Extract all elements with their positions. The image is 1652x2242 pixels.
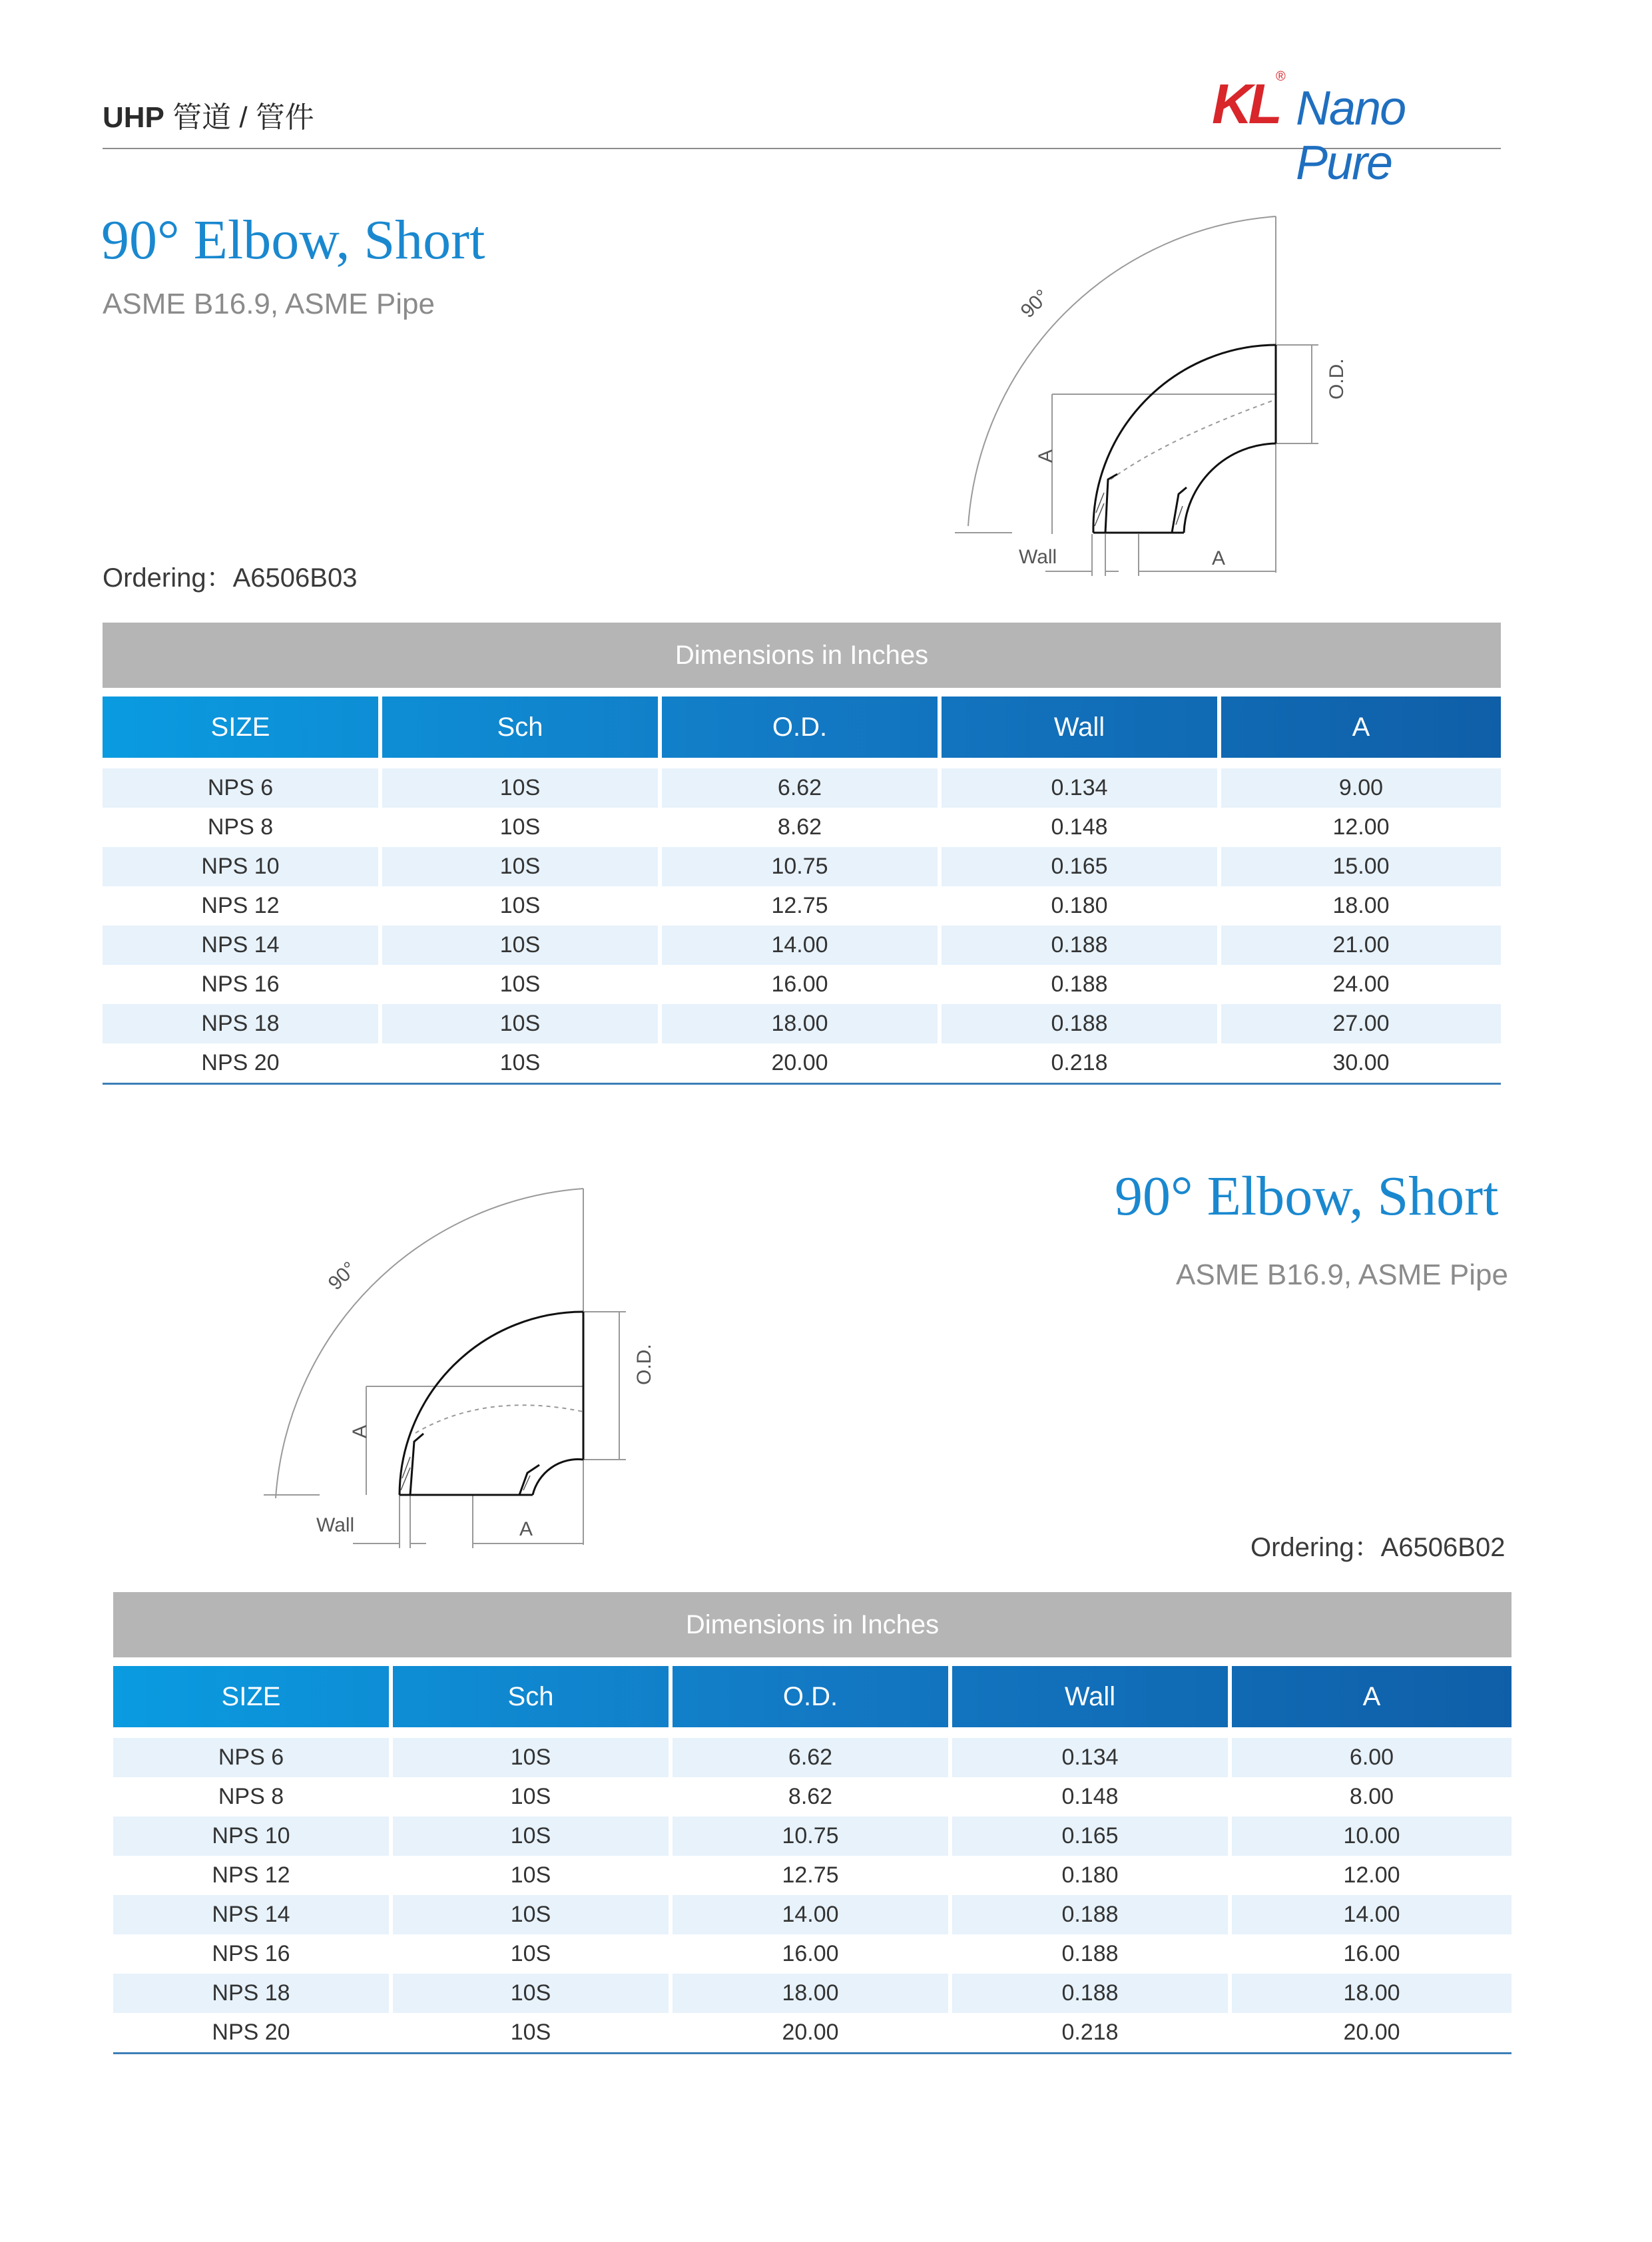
a-cell: 8.00	[1232, 1777, 1512, 1817]
wall-cell: 0.188	[952, 1974, 1232, 2013]
wall-cell: 0.180	[952, 1856, 1232, 1895]
size-cell: NPS 10	[103, 847, 382, 886]
wall-cell: 0.180	[942, 886, 1221, 926]
section-1-elbow-diagram	[946, 200, 1348, 593]
col-sch: Sch	[393, 1666, 673, 1727]
wall-label: Wall	[1019, 546, 1057, 568]
a-cell: 30.00	[1221, 1043, 1501, 1083]
col-size: SIZE	[113, 1666, 393, 1727]
wall-cell: 0.218	[942, 1043, 1221, 1083]
section-1-table-caption: Dimensions in Inches	[103, 623, 1501, 688]
a-cell: 6.00	[1232, 1738, 1512, 1777]
sch-cell: 10S	[382, 808, 662, 847]
sch-cell: 10S	[393, 1777, 673, 1817]
size-cell: NPS 6	[103, 768, 382, 808]
od-cell: 18.00	[662, 1004, 942, 1043]
table-row	[103, 1043, 1501, 1083]
a-cell: 21.00	[1221, 926, 1501, 965]
od-cell: 16.00	[673, 1934, 952, 1974]
size-cell: NPS 20	[113, 2013, 393, 2052]
size-cell: NPS 16	[113, 1934, 393, 1974]
size-cell: NPS 8	[103, 808, 382, 847]
col-sch: Sch	[382, 697, 662, 758]
od-cell: 14.00	[673, 1895, 952, 1934]
table-row	[113, 1777, 1512, 1817]
section-1-subtitle: ASME B16.9, ASME Pipe	[103, 288, 435, 320]
size-cell: NPS 14	[113, 1895, 393, 1934]
sch-cell: 10S	[393, 1738, 673, 1777]
section-2-title: 90° Elbow, Short	[1115, 1165, 1499, 1227]
section-1-table-bottom-rule	[103, 1083, 1501, 1085]
section-2-table-body	[113, 1738, 1512, 2052]
category-rest: 管道 / 管件	[164, 101, 314, 134]
size-cell: NPS 12	[103, 886, 382, 926]
sch-cell: 10S	[382, 965, 662, 1004]
a-vertical-label: A	[1035, 449, 1057, 463]
sch-cell: 10S	[382, 926, 662, 965]
size-cell: NPS 16	[103, 965, 382, 1004]
section-1-title: 90° Elbow, Short	[101, 209, 485, 271]
od-cell: 8.62	[673, 1777, 952, 1817]
sch-cell: 10S	[393, 1974, 673, 2013]
a-cell: 27.00	[1221, 1004, 1501, 1043]
a-cell: 10.00	[1232, 1817, 1512, 1856]
table-row	[103, 1004, 1501, 1043]
section-2-table-caption: Dimensions in Inches	[113, 1592, 1512, 1657]
od-cell: 12.75	[662, 886, 942, 926]
a-cell: 24.00	[1221, 965, 1501, 1004]
table-row	[113, 1738, 1512, 1777]
table-row	[103, 847, 1501, 886]
wall-cell: 0.188	[952, 1895, 1232, 1934]
wall-cell: 0.188	[942, 926, 1221, 965]
wall-cell: 0.134	[942, 768, 1221, 808]
table-row	[103, 965, 1501, 1004]
table-row	[113, 1895, 1512, 1934]
col-wall: Wall	[952, 1666, 1232, 1727]
brand-logo	[1212, 67, 1505, 190]
od-cell: 12.75	[673, 1856, 952, 1895]
section-2-column-header	[113, 1666, 1512, 1727]
sch-cell: 10S	[382, 1004, 662, 1043]
table-row	[113, 2013, 1512, 2052]
wall-cell: 0.148	[952, 1777, 1232, 1817]
sch-cell: 10S	[393, 1934, 673, 1974]
size-cell: NPS 12	[113, 1856, 393, 1895]
sch-cell: 10S	[393, 1817, 673, 1856]
od-cell: 20.00	[662, 1043, 942, 1083]
table-row	[103, 926, 1501, 965]
wall-cell: 0.148	[942, 808, 1221, 847]
section-1-column-header	[103, 697, 1501, 758]
od-cell: 20.00	[673, 2013, 952, 2052]
a-cell: 9.00	[1221, 768, 1501, 808]
category-bold: UHP	[103, 101, 164, 134]
section-2-elbow-diagram	[266, 1172, 666, 1565]
a-vertical-label: A	[349, 1424, 371, 1438]
od-cell: 16.00	[662, 965, 942, 1004]
sch-cell: 10S	[382, 768, 662, 808]
a-horizontal-label: A	[1212, 547, 1226, 569]
wall-cell: 0.188	[942, 1004, 1221, 1043]
table-row	[113, 1856, 1512, 1895]
table-row	[103, 886, 1501, 926]
od-label: O.D.	[633, 1344, 655, 1385]
od-cell: 18.00	[673, 1974, 952, 2013]
header-divider	[103, 148, 1501, 149]
a-cell: 12.00	[1232, 1856, 1512, 1895]
od-cell: 6.62	[673, 1738, 952, 1777]
section-2-table-bottom-rule	[113, 2052, 1512, 2054]
table-row	[113, 1817, 1512, 1856]
size-cell: NPS 14	[103, 926, 382, 965]
col-a: A	[1352, 712, 1370, 742]
sch-cell: 10S	[393, 1895, 673, 1934]
wall-cell: 0.218	[952, 2013, 1232, 2052]
section-1-table-body	[103, 768, 1501, 1083]
sch-cell: 10S	[382, 886, 662, 926]
angle-label: 90°	[324, 1257, 362, 1295]
angle-label: 90°	[1016, 285, 1054, 323]
a-horizontal-label: A	[519, 1518, 533, 1540]
a-cell: 20.00	[1232, 2013, 1512, 2052]
col-od: O.D.	[662, 697, 942, 758]
size-cell: NPS 20	[103, 1043, 382, 1083]
a-cell: 18.00	[1232, 1974, 1512, 2013]
od-cell: 10.75	[662, 847, 942, 886]
section-2-subtitle: ASME B16.9, ASME Pipe	[1176, 1259, 1508, 1291]
table-row	[113, 1974, 1512, 2013]
a-cell: 16.00	[1232, 1934, 1512, 1974]
od-label: O.D.	[1326, 358, 1348, 400]
a-cell: 14.00	[1232, 1895, 1512, 1934]
wall-cell: 0.188	[942, 965, 1221, 1004]
col-a: A	[1362, 1681, 1381, 1711]
wall-label: Wall	[316, 1514, 355, 1536]
sch-cell: 10S	[393, 1856, 673, 1895]
size-cell: NPS 10	[113, 1817, 393, 1856]
size-cell: NPS 18	[113, 1974, 393, 2013]
catalog-category	[103, 93, 314, 136]
table-row	[103, 768, 1501, 808]
wall-cell: 0.188	[952, 1934, 1232, 1974]
col-wall: Wall	[942, 697, 1221, 758]
logo-mark: KL	[1212, 73, 1278, 135]
col-od: O.D.	[673, 1666, 952, 1727]
od-cell: 6.62	[662, 768, 942, 808]
registered-mark: ®	[1276, 69, 1286, 84]
section-1-ordering: Ordering：A6506B03	[103, 563, 358, 593]
logo-text: Nano Pure	[1296, 82, 1406, 190]
sch-cell: 10S	[393, 2013, 673, 2052]
wall-cell: 0.165	[952, 1817, 1232, 1856]
sch-cell: 10S	[382, 847, 662, 886]
size-cell: NPS 6	[113, 1738, 393, 1777]
col-size: SIZE	[103, 697, 382, 758]
od-cell: 8.62	[662, 808, 942, 847]
od-cell: 14.00	[662, 926, 942, 965]
wall-cell: 0.165	[942, 847, 1221, 886]
sch-cell: 10S	[382, 1043, 662, 1083]
a-cell: 18.00	[1221, 886, 1501, 926]
a-cell: 12.00	[1221, 808, 1501, 847]
size-cell: NPS 8	[113, 1777, 393, 1817]
section-2-ordering: Ordering：A6506B02	[1250, 1533, 1506, 1562]
a-cell: 15.00	[1221, 847, 1501, 886]
size-cell: NPS 18	[103, 1004, 382, 1043]
wall-cell: 0.134	[952, 1738, 1232, 1777]
table-row	[103, 808, 1501, 847]
od-cell: 10.75	[673, 1817, 952, 1856]
table-row	[113, 1934, 1512, 1974]
